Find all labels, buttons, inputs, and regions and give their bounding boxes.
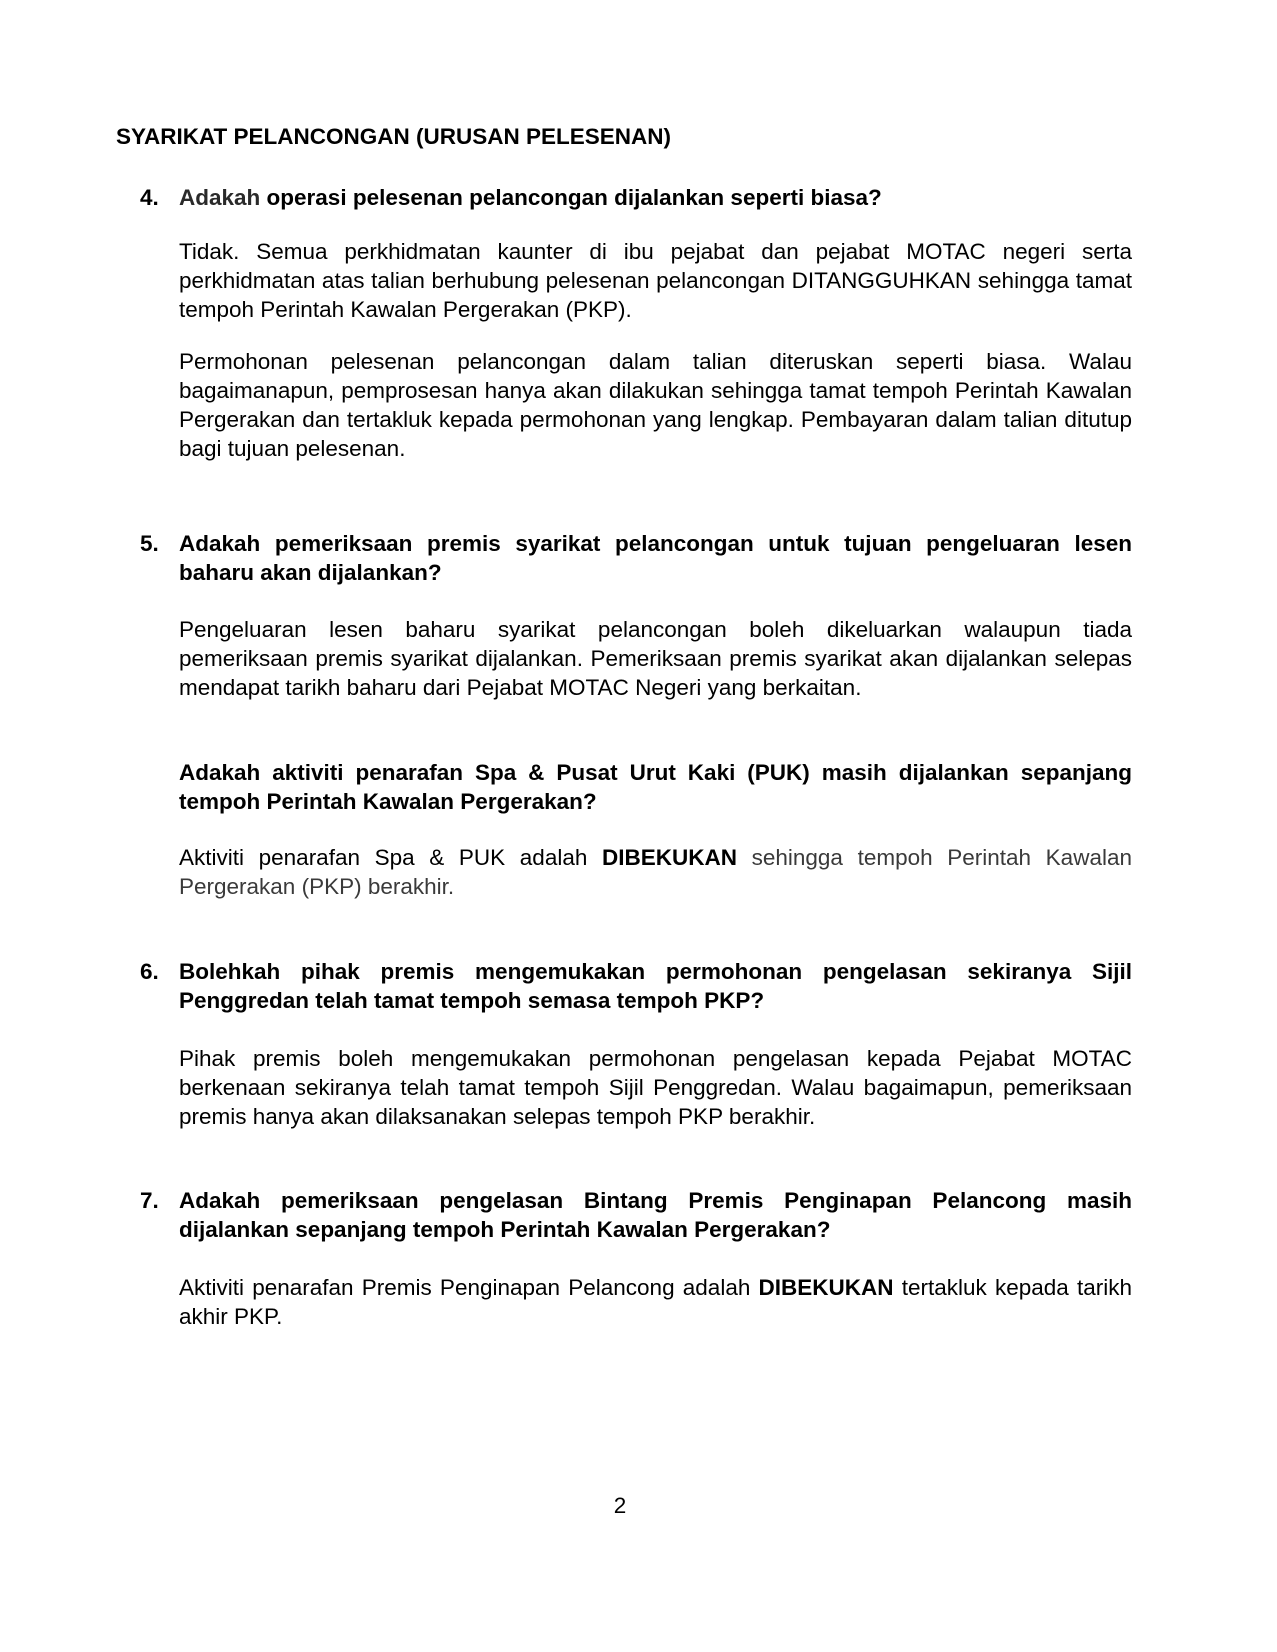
answer-paragraph — [179, 843, 1132, 901]
answer-paragraph: Pihak premis boleh mengemukakan permohonan pengelasan kepada Pejabat MOTAC berkenaan sekiranya telah tamat tempoh Sijil Penggredan. Walau bagaimapun, pemeriksaan premis hanya akan dilaksanakan selepas tempoh PKP berakhir. — [179, 1046, 1132, 1129]
answer-emphasis: DIBEKUKAN — [601, 845, 737, 870]
answer-emphasis: DIBEKUKAN — [758, 1275, 894, 1300]
question-lead: Adakah — [179, 185, 261, 210]
question-number: 7. — [140, 1188, 159, 1213]
question-number: 6. — [140, 959, 159, 984]
question-text: Adakah aktiviti penarafan Spa & Pusat Urut Kaki (PUK) masih dijalankan sepanjang tempoh Perintah Kawalan Pergerakan? — [179, 760, 1132, 814]
answer-text: tertakluk kepada tarikh akhir PKP. — [179, 1275, 1133, 1329]
question-rest: operasi pelesenan pelancongan dijalankan seperti biasa? — [260, 185, 882, 210]
page-number: 2 — [613, 1493, 627, 1518]
question-number: 4. — [140, 185, 159, 210]
answer-text: Aktiviti penarafan Spa & PUK adalah — [179, 845, 602, 870]
question-number: 5. — [140, 531, 159, 556]
question-text: Bolehkah pihak premis mengemukakan permohonan pengelasan sekiranya Sijil Penggredan telah tamat tempoh semasa tempoh PKP? — [179, 959, 1132, 1013]
question-text — [179, 183, 1132, 212]
answer-text: Aktiviti penarafan Premis Penginapan Pelancong adalah — [179, 1275, 759, 1300]
answer-paragraph — [179, 1273, 1132, 1331]
answer-paragraph: Pengeluaran lesen baharu syarikat pelancongan boleh dikeluarkan walaupun tiada pemeriksaan premis syarikat dijalankan. Pemeriksaan premis syarikat akan dijalankan selepas mendapat tarikh baharu dari Pejabat MOTAC Negeri yang berkaitan. — [179, 617, 1132, 700]
answer-paragraph: Permohonan pelesenan pelancongan dalam talian diteruskan seperti biasa. Walau bagaimanapun, pemprosesan hanya akan dilakukan sehingga tamat tempoh Perintah Kawalan Pergerakan dan tertakluk kepada permohonan yang lengkap. Pembayaran dalam talian ditutup bagi tujuan pelesenan. — [179, 349, 1132, 461]
question-text: Adakah pemeriksaan premis syarikat pelancongan untuk tujuan pengeluaran lesen baharu akan dijalankan? — [179, 531, 1132, 585]
answer-paragraph: Tidak. Semua perkhidmatan kaunter di ibu pejabat dan pejabat MOTAC negeri serta perkhidmatan atas talian berhubung pelesenan pelancongan DITANGGUHKAN sehingga tamat tempoh Perintah Kawalan Pergerakan (PKP). — [179, 239, 1132, 322]
question-text: Adakah pemeriksaan pengelasan Bintang Premis Penginapan Pelancong masih dijalankan sepanjang tempoh Perintah Kawalan Pergerakan? — [179, 1188, 1132, 1242]
section-heading: SYARIKAT PELANCONGAN (URUSAN PELESENAN) — [116, 124, 672, 149]
answer-text: sehingga tempoh Perintah Kawalan Pergerakan (PKP) berakhir. — [179, 845, 1132, 899]
